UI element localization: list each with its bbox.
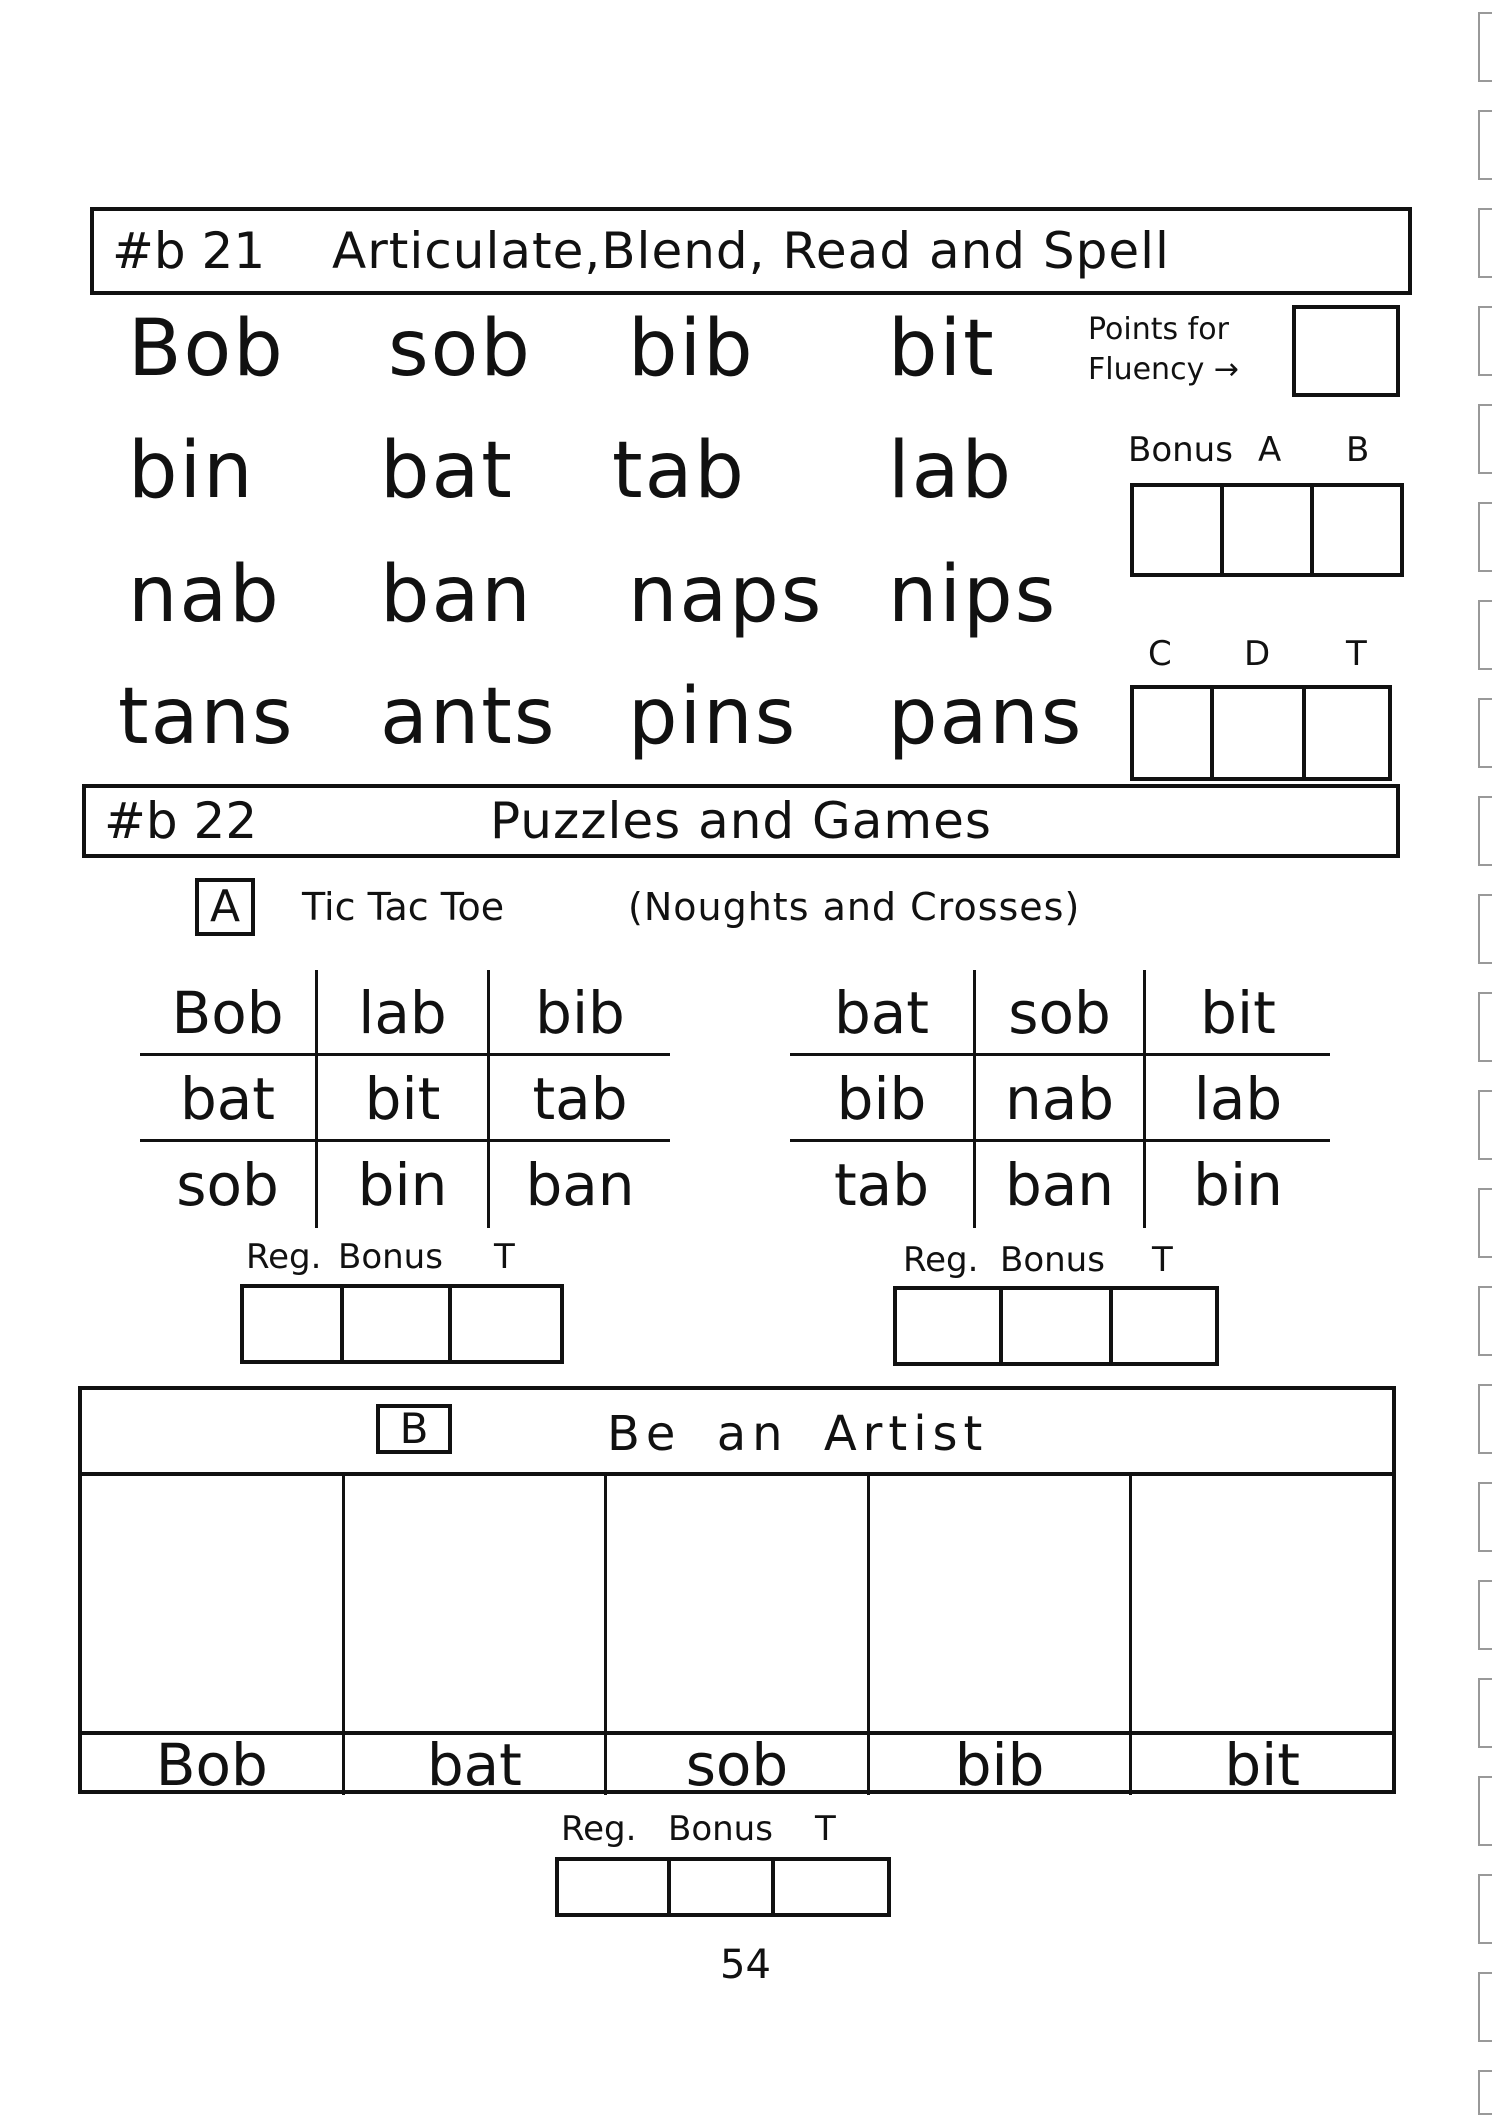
grid2-bonus-label: Bonus (1000, 1240, 1105, 1280)
part-a-letter-box (195, 878, 255, 936)
binding-mark (1478, 1286, 1492, 1356)
partb-score-boxes (555, 1857, 891, 1917)
part-b-letter-box (376, 1404, 452, 1454)
t-cell[interactable] (1302, 685, 1392, 781)
drawing-box-3[interactable] (607, 1476, 870, 1731)
fluency-score-box (1292, 305, 1400, 397)
partb-reg-cell[interactable] (555, 1857, 671, 1917)
partb-bonus-cell[interactable] (667, 1857, 775, 1917)
partb-t-cell[interactable] (771, 1857, 891, 1917)
bonus-cell-a[interactable] (1220, 483, 1314, 577)
bonus-cell-b[interactable] (1310, 483, 1404, 577)
ttt2-cell[interactable]: ban (976, 1142, 1146, 1228)
word-r2-c1: bin (128, 426, 255, 516)
c-label: C (1148, 634, 1172, 674)
word-r2-c4: lab (888, 426, 1013, 516)
binding-mark (1478, 796, 1492, 866)
grid1-bonus-cell[interactable] (340, 1284, 452, 1364)
page-number: 54 (720, 1942, 771, 1988)
binding-mark (1478, 1972, 1492, 2042)
ttt1-cell[interactable]: bib (490, 970, 670, 1056)
word-r4-c4: pans (888, 672, 1084, 762)
ttt2-cell[interactable]: sob (976, 970, 1146, 1056)
tic-tac-toe-grid-1 (140, 970, 670, 1228)
part-a-letter: A (209, 881, 241, 932)
word-r2-c2: bat (380, 426, 514, 516)
section-21-header (90, 207, 1412, 295)
artist-word-4: bib (870, 1735, 1133, 1795)
binding-mark (1478, 1580, 1492, 1650)
grid2-bonus-cell[interactable] (999, 1286, 1113, 1366)
binding-mark (1478, 306, 1492, 376)
drawing-area (82, 1476, 1392, 1735)
part-a-title: Tic Tac Toe (302, 885, 505, 929)
t-label: T (1346, 634, 1367, 674)
artist-word-row (82, 1731, 1392, 1799)
binding-mark (1478, 1776, 1492, 1846)
tic-tac-toe-grid-2 (790, 970, 1330, 1228)
section-22-header (82, 784, 1400, 858)
binding-mark (1478, 2070, 1492, 2115)
partb-bonus-label: Bonus (668, 1809, 773, 1849)
be-an-artist-header (82, 1390, 1392, 1476)
d-label: D (1244, 634, 1271, 674)
grid1-reg-cell[interactable] (240, 1284, 344, 1364)
word-r3-c2: ban (380, 550, 533, 640)
grid2-reg-cell[interactable] (893, 1286, 1003, 1366)
grid2-reg-label: Reg. (903, 1240, 979, 1280)
ttt2-cell[interactable]: lab (1146, 1056, 1330, 1142)
artist-word-2: bat (345, 1735, 608, 1795)
ttt1-cell[interactable]: Bob (140, 970, 318, 1056)
word-r1-c3: bib (628, 304, 755, 394)
grid1-bonus-label: Bonus (338, 1237, 443, 1277)
ttt2-cell[interactable]: bit (1146, 970, 1330, 1056)
word-r3-c4: nips (888, 550, 1058, 640)
word-r1-c1: Bob (128, 304, 285, 394)
binding-mark (1478, 12, 1492, 82)
binding-mark (1478, 208, 1492, 278)
part-b-letter: B (399, 1404, 429, 1453)
part-a-subtitle: (Noughts and Crosses) (628, 885, 1081, 929)
binding-mark (1478, 600, 1492, 670)
word-r3-c1: nab (128, 550, 281, 640)
bonus-label: Bonus (1128, 430, 1233, 470)
binding-mark (1478, 698, 1492, 768)
partb-reg-label: Reg. (561, 1809, 637, 1849)
binding-mark (1478, 1384, 1492, 1454)
drawing-box-2[interactable] (345, 1476, 608, 1731)
bonus-score-boxes (1130, 483, 1404, 577)
grid1-score-boxes (240, 1284, 564, 1364)
word-r3-c3: naps (628, 550, 824, 640)
binding-mark (1478, 1678, 1492, 1748)
binding-mark (1478, 1090, 1492, 1160)
artist-word-3: sob (607, 1735, 870, 1795)
ttt1-cell[interactable]: bit (318, 1056, 490, 1142)
drawing-box-5[interactable] (1132, 1476, 1392, 1731)
word-r1-c4: bit (888, 304, 996, 394)
word-r4-c2: ants (380, 672, 557, 762)
grid1-t-label: T (494, 1237, 515, 1277)
binding-mark (1478, 502, 1492, 572)
cdt-score-boxes (1130, 685, 1392, 781)
binding-mark (1478, 1874, 1492, 1944)
ttt1-cell[interactable]: bat (140, 1056, 318, 1142)
grid2-score-boxes (893, 1286, 1219, 1366)
grid2-t-label: T (1152, 1240, 1173, 1280)
word-r4-c3: pins (628, 672, 798, 762)
binding-mark (1478, 404, 1492, 474)
fluency-label-line2: Fluency → (1088, 352, 1239, 387)
ttt2-cell[interactable]: bib (790, 1056, 976, 1142)
be-an-artist-table (78, 1386, 1396, 1799)
section-21-number: #b 21 (112, 222, 266, 280)
partb-t-label: T (815, 1809, 836, 1849)
bonus-a-label: A (1258, 430, 1282, 470)
ttt2-cell[interactable]: nab (976, 1056, 1146, 1142)
bonus-b-label: B (1346, 430, 1370, 470)
word-r2-c3: tab (612, 426, 746, 516)
drawing-box-4[interactable] (870, 1476, 1133, 1731)
ttt2-cell[interactable]: bin (1193, 1151, 1283, 1219)
binding-mark (1478, 110, 1492, 180)
be-an-artist-title: Be an Artist (607, 1406, 989, 1462)
ttt1-cell[interactable]: ban (525, 1151, 635, 1219)
ttt2-cell[interactable]: bat (790, 970, 976, 1056)
binding-mark (1478, 894, 1492, 964)
bonus-cell-1[interactable] (1130, 483, 1224, 577)
section-22-number: #b 22 (104, 792, 258, 850)
binding-mark (1478, 1482, 1492, 1552)
word-r1-c2: sob (388, 304, 532, 394)
ttt1-cell[interactable]: tab (490, 1056, 670, 1142)
binding-mark (1478, 992, 1492, 1062)
ttt2-cell[interactable]: tab (790, 1142, 976, 1228)
binding-mark (1478, 1188, 1492, 1258)
ttt1-cell[interactable]: lab (318, 970, 490, 1056)
c-cell[interactable] (1130, 685, 1214, 781)
fluency-score-cell[interactable] (1292, 305, 1400, 397)
grid2-t-cell[interactable] (1109, 1286, 1219, 1366)
section-21-title: Articulate,Blend, Read and Spell (332, 222, 1170, 280)
drawing-box-1[interactable] (82, 1476, 345, 1731)
ttt1-cell[interactable]: bin (318, 1142, 490, 1228)
section-22-title: Puzzles and Games (490, 792, 992, 850)
grid1-reg-label: Reg. (246, 1237, 322, 1277)
word-r4-c1: tans (118, 672, 295, 762)
artist-word-5: bit (1224, 1731, 1300, 1799)
d-cell[interactable] (1210, 685, 1306, 781)
grid1-t-cell[interactable] (448, 1284, 564, 1364)
fluency-label-line1: Points for (1088, 312, 1229, 347)
artist-word-1: Bob (82, 1735, 345, 1795)
ttt1-cell[interactable]: sob (140, 1142, 318, 1228)
